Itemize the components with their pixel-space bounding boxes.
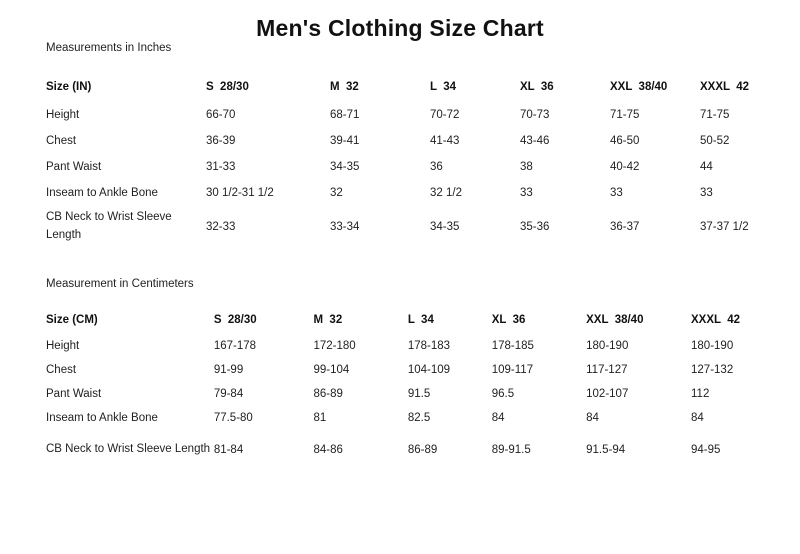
cell-value: 33-34	[330, 221, 360, 233]
cell-value: 32-33	[206, 221, 236, 233]
table-row	[46, 358, 754, 382]
cell-value: 84	[586, 412, 599, 424]
row-label: Inseam to Ankle Bone	[46, 187, 158, 199]
cell-value: 37-37 1/2	[700, 221, 749, 233]
cell-value: 40-42	[610, 161, 640, 173]
column-header-xl: XL 36	[520, 81, 554, 93]
cell-value: 79-84	[213, 388, 244, 400]
column-header-s: S 28/30	[206, 81, 249, 93]
row-label: CB Neck to Wrist Sleeve Length	[46, 443, 211, 456]
row-label: Chest	[46, 135, 77, 147]
cell-value: 71-75	[610, 109, 640, 121]
centimeters-size-table	[46, 306, 754, 470]
table-row	[46, 334, 754, 358]
cell-value: 91.5-94	[586, 444, 626, 456]
cell-value: 66-70	[206, 109, 236, 121]
column-header-xxxl: XXXL 42	[691, 314, 741, 326]
cell-value: 82.5	[407, 412, 431, 424]
cell-value: 104-109	[407, 364, 451, 376]
cell-value: 41-43	[430, 135, 460, 147]
cell-value: 30 1/2-31 1/2	[206, 187, 274, 199]
cell-value: 99-104	[313, 364, 350, 376]
cell-value: 33	[520, 187, 533, 199]
cell-value: 127-132	[691, 364, 734, 376]
row-label: Chest	[46, 364, 77, 376]
column-header-l: L 34	[430, 81, 456, 93]
cell-value: 86-89	[407, 444, 438, 456]
cell-value: 33	[700, 187, 713, 199]
table-header-row	[46, 306, 754, 334]
cell-value: 96.5	[491, 388, 515, 400]
column-header-m: M 32	[313, 314, 343, 326]
cell-value: 180-190	[586, 340, 629, 352]
cell-value: 84	[691, 412, 704, 424]
cell-value: 102-107	[586, 388, 629, 400]
cell-value: 38	[520, 161, 533, 173]
table-row	[46, 206, 754, 248]
size-chart-page	[0, 15, 800, 554]
centimeters-section-label: Measurement in Centimeters	[46, 278, 194, 290]
cell-value: 117-127	[586, 364, 628, 376]
cell-value: 86-89	[313, 388, 343, 400]
cell-value: 70-72	[430, 109, 460, 121]
column-header-size: Size (IN)	[46, 81, 92, 93]
cell-value: 178-185	[491, 340, 534, 352]
column-header-xxl: XXL 38/40	[610, 81, 668, 93]
cell-value: 112	[691, 388, 710, 400]
table-header-row	[46, 72, 754, 102]
cell-value: 167-178	[213, 340, 257, 352]
page-title: Men's Clothing Size Chart	[256, 15, 544, 41]
column-header-m: M 32	[330, 81, 359, 93]
cell-value: 36	[430, 161, 443, 173]
row-label: Inseam to Ankle Bone	[46, 412, 158, 424]
cell-value: 84-86	[313, 444, 343, 456]
table-row	[46, 128, 754, 154]
column-header-xl: XL 36	[491, 314, 526, 326]
table-row	[46, 102, 754, 128]
cell-value: 50-52	[700, 135, 730, 147]
cell-value: 81-84	[213, 444, 244, 456]
cell-value: 89-91.5	[491, 444, 531, 456]
table-row	[46, 154, 754, 180]
row-label: CB Neck to Wrist Sleeve Length	[46, 211, 172, 241]
cell-value: 34-35	[330, 161, 360, 173]
cell-value: 109-117	[491, 364, 534, 376]
centimeters-section	[0, 278, 800, 470]
inches-section	[0, 42, 800, 248]
cell-value: 178-183	[407, 340, 451, 352]
cell-value: 71-75	[700, 109, 730, 121]
inches-section-label: Measurements in Inches	[46, 42, 172, 54]
cell-value: 172-180	[313, 340, 356, 352]
column-header-size: Size (CM)	[46, 314, 98, 326]
cell-value: 91.5	[407, 388, 431, 400]
cell-value: 91-99	[213, 364, 244, 376]
cell-value: 94-95	[691, 444, 721, 456]
cell-value: 81	[313, 412, 327, 424]
table-row	[46, 382, 754, 406]
cell-value: 68-71	[330, 109, 360, 121]
table-row	[46, 430, 754, 470]
row-label: Height	[46, 340, 80, 352]
column-header-l: L 34	[407, 314, 434, 326]
cell-value: 44	[700, 161, 713, 173]
cell-value: 35-36	[520, 221, 550, 233]
cell-value: 84	[491, 412, 505, 424]
cell-value: 32	[330, 187, 343, 199]
row-label: Pant Waist	[46, 161, 102, 173]
cell-value: 46-50	[610, 135, 640, 147]
cell-value: 36-39	[206, 135, 236, 147]
cell-value: 180-190	[691, 340, 734, 352]
cell-value: 43-46	[520, 135, 550, 147]
column-header-s: S 28/30	[213, 314, 257, 326]
cell-value: 34-35	[430, 221, 460, 233]
table-row	[46, 406, 754, 430]
cell-value: 31-33	[206, 161, 236, 173]
cell-value: 39-41	[330, 135, 360, 147]
cell-value: 32 1/2	[430, 187, 462, 199]
table-row	[46, 180, 754, 206]
cell-value: 36-37	[610, 221, 640, 233]
cell-value: 70-73	[520, 109, 550, 121]
column-header-xxl: XXL 38/40	[586, 314, 644, 326]
cell-value: 77.5-80	[213, 412, 253, 424]
row-label: Height	[46, 109, 80, 121]
row-label: Pant Waist	[46, 388, 102, 400]
cell-value: 33	[610, 187, 623, 199]
inches-size-table	[46, 72, 754, 248]
column-header-xxxl: XXXL 42	[700, 81, 750, 93]
